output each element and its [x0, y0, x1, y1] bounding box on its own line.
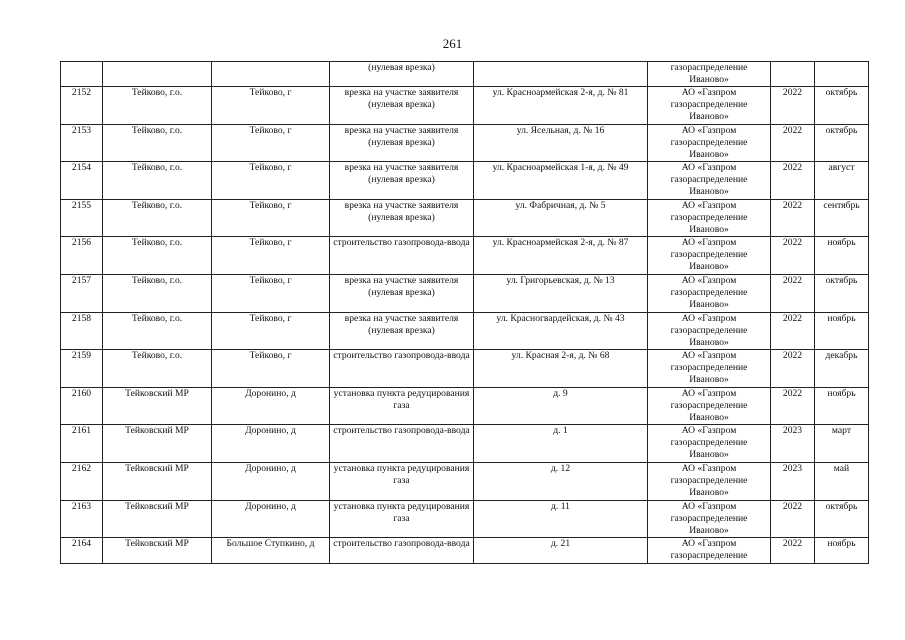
cell-work: строительство газопровода-ввода	[330, 237, 474, 275]
table-row	[61, 124, 869, 162]
cell-num: 2161	[61, 425, 103, 463]
cell-district: Тейково, г.о.	[103, 350, 212, 388]
cell-month: октябрь	[815, 274, 869, 312]
cell-month: ноябрь	[815, 312, 869, 350]
cell-work: установка пункта редуцирования газа	[330, 500, 474, 538]
cell-year: 2022	[771, 312, 815, 350]
cell-work: врезка на участке заявителя (нулевая врезка)	[330, 274, 474, 312]
cell-district: Тейково, г.о.	[103, 87, 212, 125]
cell-month: май	[815, 462, 869, 500]
cell-work: (нулевая врезка)	[330, 62, 474, 87]
cell-year: 2022	[771, 274, 815, 312]
cell-num: 2156	[61, 237, 103, 275]
cell-district: Тейковский МР	[103, 387, 212, 425]
cell-num: 2164	[61, 538, 103, 564]
cell-district: Тейковский МР	[103, 500, 212, 538]
cell-work: установка пункта редуцирования газа	[330, 387, 474, 425]
cell-org: газораспределение Иваново»	[648, 62, 771, 87]
cell-org: АО «Газпром газораспределение	[648, 538, 771, 564]
cell-address: д. 21	[474, 538, 648, 564]
cell-work: врезка на участке заявителя (нулевая врезка)	[330, 199, 474, 237]
cell-address: ул. Григорьевская, д. № 13	[474, 274, 648, 312]
cell-year: 2022	[771, 500, 815, 538]
table-row	[61, 538, 869, 564]
cell-locality: Доронино, д	[212, 500, 330, 538]
cell-year	[771, 62, 815, 87]
cell-locality: Тейково, г	[212, 237, 330, 275]
cell-locality: Большое Ступкино, д	[212, 538, 330, 564]
cell-year: 2023	[771, 425, 815, 463]
cell-num: 2162	[61, 462, 103, 500]
cell-locality: Тейково, г	[212, 312, 330, 350]
cell-num	[61, 62, 103, 87]
cell-district: Тейковский МР	[103, 425, 212, 463]
table-row	[61, 387, 869, 425]
cell-locality: Тейково, г	[212, 87, 330, 125]
cell-address: ул. Красная 2-я, д. № 68	[474, 350, 648, 388]
cell-work: врезка на участке заявителя (нулевая врезка)	[330, 312, 474, 350]
cell-district: Тейковский МР	[103, 538, 212, 564]
cell-work: строительство газопровода-ввода	[330, 425, 474, 463]
cell-org: АО «Газпром газораспределение Иваново»	[648, 500, 771, 538]
cell-year: 2022	[771, 350, 815, 388]
cell-num: 2163	[61, 500, 103, 538]
cell-month	[815, 62, 869, 87]
cell-locality: Тейково, г	[212, 162, 330, 200]
table-row	[61, 500, 869, 538]
table-row	[61, 162, 869, 200]
cell-locality: Тейково, г	[212, 350, 330, 388]
cell-locality: Тейково, г	[212, 274, 330, 312]
cell-year: 2022	[771, 387, 815, 425]
cell-org: АО «Газпром газораспределение Иваново»	[648, 312, 771, 350]
table-row	[61, 274, 869, 312]
cell-locality: Доронино, д	[212, 387, 330, 425]
cell-month: ноябрь	[815, 237, 869, 275]
cell-address: д. 9	[474, 387, 648, 425]
cell-year: 2022	[771, 199, 815, 237]
cell-year: 2023	[771, 462, 815, 500]
cell-org: АО «Газпром газораспределение Иваново»	[648, 124, 771, 162]
cell-org: АО «Газпром газораспределение Иваново»	[648, 462, 771, 500]
cell-year: 2022	[771, 237, 815, 275]
cell-district	[103, 62, 212, 87]
cell-district: Тейково, г.о.	[103, 162, 212, 200]
cell-num: 2154	[61, 162, 103, 200]
cell-address: ул. Красноармейская 2-я, д. № 81	[474, 87, 648, 125]
cell-address: д. 11	[474, 500, 648, 538]
table-row	[61, 425, 869, 463]
table-row	[61, 312, 869, 350]
cell-org: АО «Газпром газораспределение Иваново»	[648, 274, 771, 312]
gasification-table	[60, 61, 869, 564]
cell-address: ул. Фабричная, д. № 5	[474, 199, 648, 237]
cell-work: врезка на участке заявителя (нулевая врезка)	[330, 87, 474, 125]
cell-month: октябрь	[815, 124, 869, 162]
cell-num: 2160	[61, 387, 103, 425]
table-row	[61, 462, 869, 500]
cell-num: 2152	[61, 87, 103, 125]
cell-org: АО «Газпром газораспределение Иваново»	[648, 162, 771, 200]
table-row	[61, 87, 869, 125]
table-body	[61, 62, 869, 564]
cell-work: строительство газопровода-ввода	[330, 350, 474, 388]
cell-month: август	[815, 162, 869, 200]
table-row	[61, 237, 869, 275]
cell-district: Тейково, г.о.	[103, 237, 212, 275]
cell-num: 2153	[61, 124, 103, 162]
cell-locality: Тейково, г	[212, 199, 330, 237]
cell-work: установка пункта редуцирования газа	[330, 462, 474, 500]
cell-month: октябрь	[815, 500, 869, 538]
page-number: 261	[442, 36, 463, 51]
cell-locality: Доронино, д	[212, 462, 330, 500]
cell-org: АО «Газпром газораспределение Иваново»	[648, 237, 771, 275]
cell-month: сентябрь	[815, 199, 869, 237]
cell-num: 2157	[61, 274, 103, 312]
cell-address: ул. Ясельная, д. № 16	[474, 124, 648, 162]
cell-district: Тейковский МР	[103, 462, 212, 500]
cell-district: Тейково, г.о.	[103, 124, 212, 162]
cell-year: 2022	[771, 162, 815, 200]
cell-district: Тейково, г.о.	[103, 274, 212, 312]
cell-month: октябрь	[815, 87, 869, 125]
cell-year: 2022	[771, 87, 815, 125]
cell-locality: Тейково, г	[212, 124, 330, 162]
cell-locality	[212, 62, 330, 87]
cell-org: АО «Газпром газораспределение Иваново»	[648, 199, 771, 237]
cell-num: 2155	[61, 199, 103, 237]
cell-month: декабрь	[815, 350, 869, 388]
table-row	[61, 350, 869, 388]
cell-work: врезка на участке заявителя (нулевая врезка)	[330, 162, 474, 200]
cell-org: АО «Газпром газораспределение Иваново»	[648, 350, 771, 388]
cell-address: ул. Красногвардейская, д. № 43	[474, 312, 648, 350]
cell-address: д. 12	[474, 462, 648, 500]
cell-month: ноябрь	[815, 387, 869, 425]
cell-org: АО «Газпром газораспределение Иваново»	[648, 425, 771, 463]
cell-month: ноябрь	[815, 538, 869, 564]
cell-address: ул. Красноармейская 1-я, д. № 49	[474, 162, 648, 200]
cell-work: строительство газопровода-ввода	[330, 538, 474, 564]
cell-district: Тейково, г.о.	[103, 312, 212, 350]
cell-address	[474, 62, 648, 87]
cell-address: д. 1	[474, 425, 648, 463]
cell-year: 2022	[771, 124, 815, 162]
cell-address: ул. Красноармейская 2-я, д. № 87	[474, 237, 648, 275]
cell-locality: Доронино, д	[212, 425, 330, 463]
cell-num: 2159	[61, 350, 103, 388]
cell-org: АО «Газпром газораспределение Иваново»	[648, 87, 771, 125]
table-row-continuation	[61, 62, 869, 87]
cell-month: март	[815, 425, 869, 463]
table-row	[61, 199, 869, 237]
cell-work: врезка на участке заявителя (нулевая врезка)	[330, 124, 474, 162]
cell-org: АО «Газпром газораспределение Иваново»	[648, 387, 771, 425]
cell-num: 2158	[61, 312, 103, 350]
cell-district: Тейково, г.о.	[103, 199, 212, 237]
cell-year: 2022	[771, 538, 815, 564]
